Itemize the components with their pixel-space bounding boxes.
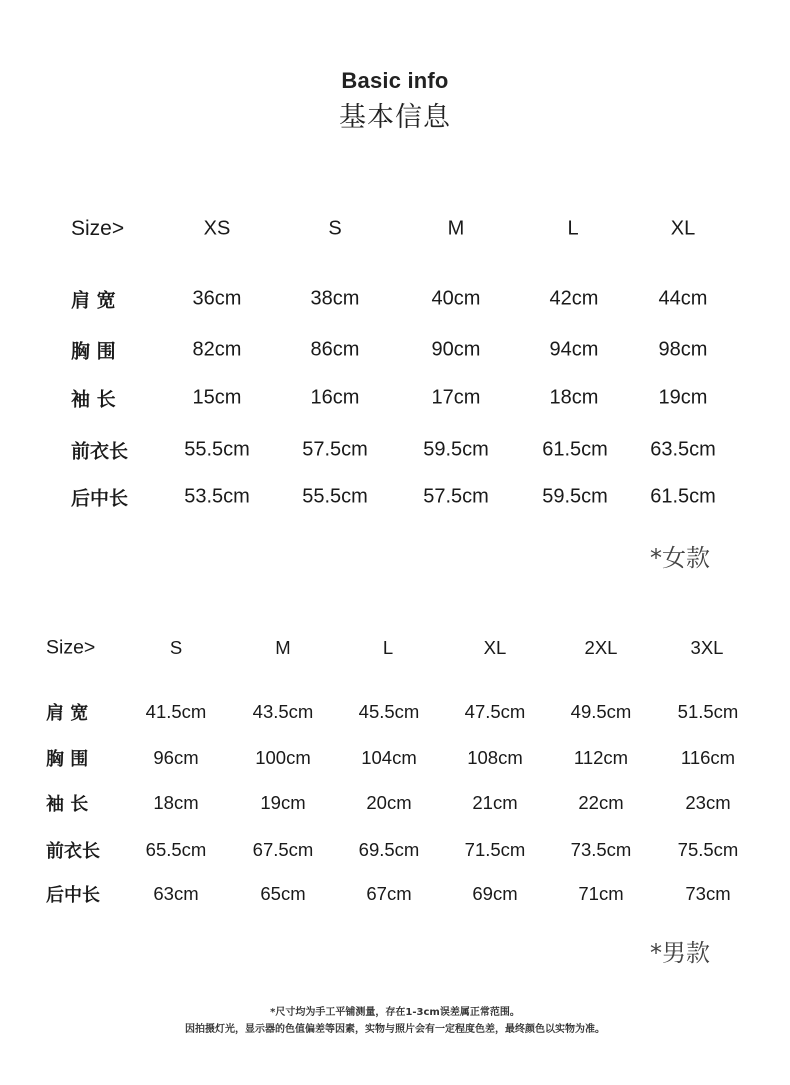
row-label-front-length: 前衣长	[46, 841, 100, 862]
table-cell: 69.5cm	[358, 839, 420, 860]
size-header-label: Size>	[71, 217, 125, 240]
table-cell: 57.5cm	[302, 438, 368, 461]
table-cell: 19cm	[260, 792, 306, 813]
table-cell: 67cm	[366, 883, 412, 904]
row-label-chest: 胸 围	[46, 749, 89, 770]
size-column-header: S	[328, 217, 342, 240]
size-header-label: Size>	[46, 636, 96, 659]
table-cell: 38cm	[310, 287, 360, 310]
table-cell: 51.5cm	[677, 701, 739, 722]
row-label-front-length: 前衣长	[71, 440, 129, 463]
size-column-header: XS	[203, 217, 231, 240]
size-column-header: 3XL	[690, 637, 724, 658]
row-label-shoulder: 肩 宽	[46, 703, 89, 724]
table-cell: 63.5cm	[650, 438, 716, 461]
table-cell: 94cm	[549, 338, 599, 361]
table-cell: 63cm	[153, 883, 199, 904]
table-cell: 73cm	[685, 883, 731, 904]
table-cell: 61.5cm	[650, 485, 716, 508]
table-cell: 71cm	[578, 883, 624, 904]
table-cell: 15cm	[192, 386, 242, 409]
row-label-sleeve: 袖 长	[46, 794, 89, 815]
table-cell: 67.5cm	[252, 839, 314, 860]
table-cell: 112cm	[573, 747, 629, 768]
table-cell: 116cm	[680, 747, 736, 768]
size-column-header: M	[447, 217, 465, 240]
table-cell: 22cm	[578, 792, 624, 813]
size-column-header: M	[275, 637, 291, 658]
size-column-header: 2XL	[584, 637, 618, 658]
table-cell: 23cm	[685, 792, 731, 813]
table-cell: 59.5cm	[423, 438, 489, 461]
table-cell: 57.5cm	[423, 485, 489, 508]
table-cell: 18cm	[153, 792, 199, 813]
table-cell: 44cm	[658, 287, 708, 310]
table-cell: 90cm	[431, 338, 481, 361]
table-cell: 40cm	[431, 287, 481, 310]
table-cell: 69cm	[472, 883, 518, 904]
table-cell: 65cm	[260, 883, 306, 904]
footnote-color: 因拍摄灯光，显示器的色值偏差等因素，实物与照片会有一定程度色差，最终颜色以实物为准。	[185, 1024, 605, 1035]
size-column-header: XL	[670, 217, 696, 240]
table-cell: 47.5cm	[464, 701, 526, 722]
size-column-header: S	[169, 637, 183, 658]
table-cell: 100cm	[255, 747, 311, 768]
row-label-shoulder: 肩 宽	[71, 289, 116, 312]
table-cell: 73.5cm	[570, 839, 632, 860]
row-label-back-length: 后中长	[46, 885, 100, 906]
table-cell: 43.5cm	[252, 701, 314, 722]
table-cell: 65.5cm	[145, 839, 207, 860]
row-label-sleeve: 袖 长	[71, 388, 116, 411]
table-cell: 20cm	[366, 792, 412, 813]
size-column-header: L	[567, 217, 579, 240]
table-cell: 96cm	[153, 747, 199, 768]
table-cell: 16cm	[310, 386, 360, 409]
table-cell: 108cm	[467, 747, 523, 768]
row-label-chest: 胸 围	[71, 340, 116, 363]
table-cell: 42cm	[549, 287, 599, 310]
women-style-tag: *女款	[650, 544, 710, 572]
table-cell: 41.5cm	[145, 701, 207, 722]
table-cell: 17cm	[431, 386, 481, 409]
men-style-tag: *男款	[650, 939, 710, 967]
table-cell: 61.5cm	[542, 438, 608, 461]
table-cell: 36cm	[192, 287, 242, 310]
table-cell: 82cm	[192, 338, 242, 361]
table-cell: 71.5cm	[464, 839, 526, 860]
table-cell: 45.5cm	[358, 701, 420, 722]
page-title-en: Basic info	[341, 68, 449, 93]
table-cell: 18cm	[549, 386, 599, 409]
footnote-measurement: *尺寸均为手工平铺测量，存在1-3cm误差属正常范围。	[270, 1007, 520, 1018]
size-column-header: XL	[483, 637, 507, 658]
row-label-back-length: 后中长	[71, 487, 129, 510]
size-column-header: L	[382, 637, 394, 658]
table-cell: 55.5cm	[302, 485, 368, 508]
page-title-cn: 基本信息	[339, 102, 451, 133]
table-cell: 53.5cm	[184, 485, 250, 508]
table-cell: 59.5cm	[542, 485, 608, 508]
table-cell: 49.5cm	[570, 701, 632, 722]
table-cell: 98cm	[658, 338, 708, 361]
table-cell: 21cm	[472, 792, 518, 813]
table-cell: 104cm	[361, 747, 417, 768]
table-cell: 55.5cm	[184, 438, 250, 461]
table-cell: 75.5cm	[677, 839, 739, 860]
table-cell: 86cm	[310, 338, 360, 361]
table-cell: 19cm	[658, 386, 708, 409]
